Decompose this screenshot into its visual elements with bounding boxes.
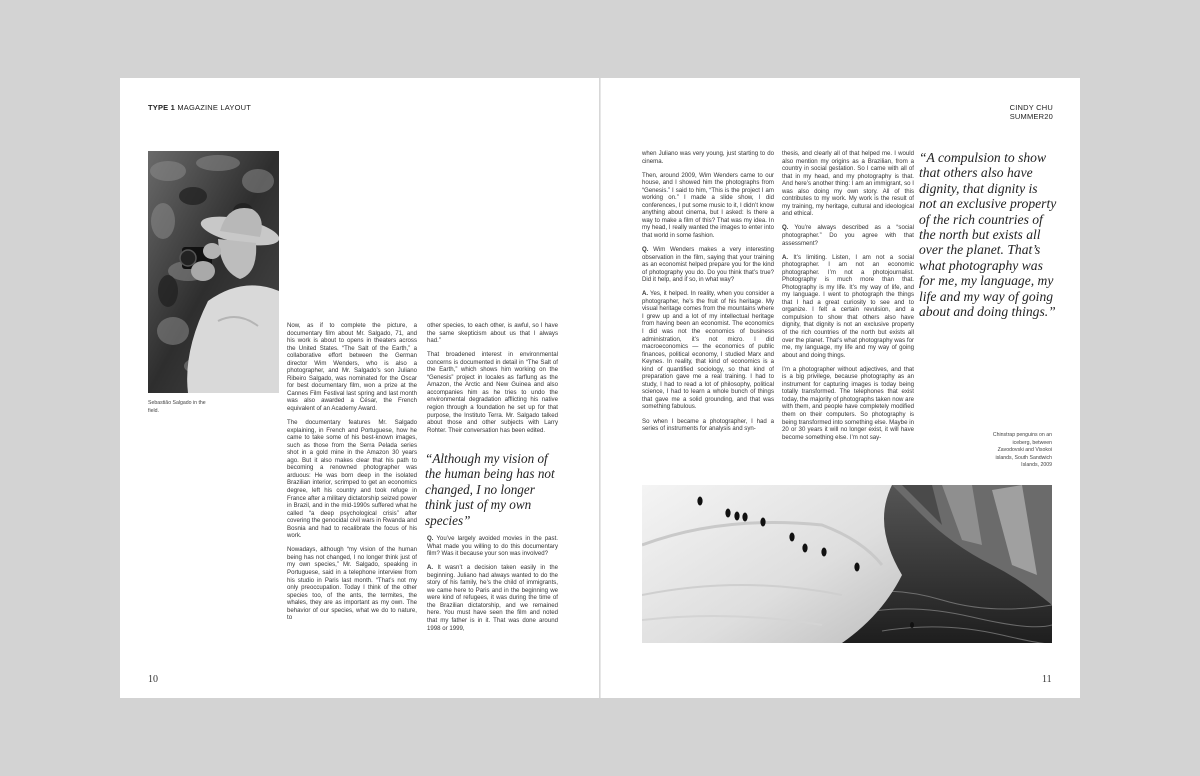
article-column-2-continued	[427, 535, 558, 639]
q-marker: Q.	[427, 535, 434, 542]
article-column-1	[287, 322, 417, 628]
q-marker: Q.	[642, 246, 649, 254]
a-marker: A.	[427, 564, 434, 572]
paragraph: Then, around 2009, Wim Wenders came to our house, and I showed him the photographs from “Genesis.” I said to him, “This is the project I am working on.” I made a slide show, I did conferences, I put some music to it, I didn’t know anything about cinema, but I asked: Is there a way to make a film of this? That was my idea. In my head, I really wanted the images to enter into that world in some fashion.	[642, 171, 774, 239]
paragraph: when Juliano was very young, just starting to do cinema.	[642, 150, 774, 165]
page-number-right: 11	[1042, 674, 1052, 685]
paragraph: The documentary features Mr. Salgado explaining, in French and Portuguese, how he came to take some of his best-known images, such as those from the Serra Pelada series shot in a gold mine in the Amazon 30 years ago. But it also makes clear that his path to becoming a renowned photographer was arduous: He was born deep in the isolated Brazilian interior, scrimped to get an economics degree, left his country and took refuge in France after a military dictatorship seized power in Brazil, and in the mid-1990s suffered what he called “a deep psychological crisis” after covering the genocidal civil wars in Rwanda and Bosnia and had to recalibrate the focus of his work.	[287, 419, 417, 540]
a-marker: A.	[782, 253, 789, 261]
type-label: TYPE 1	[148, 103, 176, 112]
running-head-left	[148, 103, 251, 112]
paragraph: I’m a photographer without adjectives, and that is a big privilege, because photography as an instrument for capturing images is today being totally transformed. The telephones that exist today, the majority of photographs taken now are with them, and people have completely modified them on their computers. So photography is being transformed into something else. Maybe in 20 or 30 years it will no longer exist, it will have become something else. I’m not say-	[782, 365, 914, 441]
paragraph: Now, as if to complete the picture, a documentary film about Mr. Salgado, 71, and his work is about to opens in theaters across the United States. “The Salt of the Earth,” a collaborative effort between the German director Wim Wenders, who is also a photographer, and Mr. Salgado’s son Juliano Ribeiro Salgado, was nominated for the Oscar for best documentary film, won a prize at the Cannes Film Festival last spring and last month was also awarded a César, the French equivalent of an Academy Award.	[287, 322, 417, 413]
article-column-4	[782, 150, 914, 448]
qa-item	[427, 564, 558, 632]
page-number-left: 10	[148, 674, 158, 685]
qa-item: Q. You’re always described as a “social photographer.” Do you agree with that assessment?	[782, 224, 914, 247]
qa-item: A. Yes, it helped. In reality, when you consider a photographer, he’s the fruit of his heritage. My visual heritage comes from the mountains where I grew up and a lot of my intellectual heritage from having been an economist. The economics I did was not the economics of business administration, it’s not micro. I did macroeconomics — the economics of public finances, political economy, I studied Marx and Keynes. In reality, that kind of economics is a kind of quantified sociology, so that kind of preparation gave me a real training. I had to study, I had to read a lot of philosophy, political science, I had to learn a whole bunch of things that gave me a solid grounding, and that was something fabulous.	[642, 290, 774, 411]
paragraph: other species, to each other, is awful, so I have the same skepticism about us that I always had.”	[427, 322, 558, 345]
paragraph: Nowadays, although “my vision of the human being has not changed, I no longer think just of my own species,” Mr. Salgado, speaking in Portuguese, said in a telephone interview from his studio in Paris last month. “That’s not my only preoccupation. Today I think of the other species too, of the ants, the termites, the whales, they are as important as my own. The behavior of our species, what we do to nature, to	[287, 546, 417, 622]
paragraph: That broadened interest in environmental concerns is documented in detail in “The Salt of the Earth,” which shows him working on the “Genesis” project in locales as farflung as the Amazon, the Arctic and New Guinea and also accompanies him as he tries to undo the environmental degradation afflicting his native region through a foundation he set up for that purpose, the Instituto Terra. Mr. Salgado talked about those and other subjects with Larry Rohter. Their conversation has been edited.	[427, 351, 558, 434]
a-marker: A.	[642, 290, 649, 298]
qa-item: Q. Wim Wenders makes a very interesting observation in the film, saying that your training as an economist helped prepare you for the kind of photography you do. Do you think that’s true? Did it help, and if so, in what way?	[642, 246, 774, 284]
article-column-3	[642, 150, 774, 439]
photo-caption-left: Sebastião Salgado in the field.	[148, 400, 206, 414]
pull-quote-left: “Although my vision of the human being has not changed, I no longer think just of my own species”	[425, 451, 555, 528]
section-label: MAGAZINE LAYOUT	[177, 103, 252, 112]
iceberg-penguins-photo	[642, 485, 1052, 643]
qa-item	[427, 535, 558, 558]
photo-caption-right: Chinstrap penguins on an iceberg, between Zavodovski and Visokoi islands, South Sandwich Islands, 2009	[992, 432, 1052, 468]
qa-text: It wasn’t a decision taken easily in the beginning. Juliano had always wanted to do the story of his family, he’s the child of immigrants, we came here to Paris and in the beginning we were kind of refugees, it was during the time of the Brazilian dictatorship, and we remained here. You must have seen the film and noted that my father is in it. That was done around 1998 or 1999,	[427, 564, 558, 632]
article-column-2	[427, 322, 558, 441]
paragraph: thesis, and clearly all of that helped me. I would also mention my origins as a Brazilian, from a country in social gestation. So I came with all of that in my head, and my photography is that. And here’s another thing: I am an immigrant, so I was also doing my own story. All of this contributes to my work. My work is the result of my training, my heritage, cultural and ideological and ethical.	[782, 150, 914, 218]
paragraph: So when I became a photographer, I had a series of instruments for analysis and syn-	[642, 417, 774, 433]
q-marker: Q.	[782, 224, 789, 232]
photographer-photo	[148, 151, 279, 393]
qa-item: A. It’s limiting. Listen, I am not a social photographer. I am not an economic photographer. I’m not a photojournalist. Photography is much more than that. Photography is my life. It’s my way of life, and my language. I went to photograph the things that I had a great curiosity to see and to organize. I felt a certain revulsion, and a compulsion to show that others also have dignity, that dignity is not an exclusive property of the rich countries of the north but exists all over the planet. That’s what photography was for me, my language, my life and my way of going about and doing things.	[782, 253, 914, 359]
spine-gutter	[599, 78, 601, 698]
running-head-right: CINDY CHU SUMMER20	[1009, 103, 1053, 121]
pull-quote-right: “A compulsion to show that others also have dignity, that dignity is not an exclusive property of the rich countries of the north but exists all over the planet. That’s what photography was for me, my language, my life and my way of going about and doing things.”	[919, 150, 1057, 320]
qa-text: You’ve largely avoided movies in the past. What made you willing to do this documentary film? Was it because your son was involved?	[427, 535, 558, 558]
